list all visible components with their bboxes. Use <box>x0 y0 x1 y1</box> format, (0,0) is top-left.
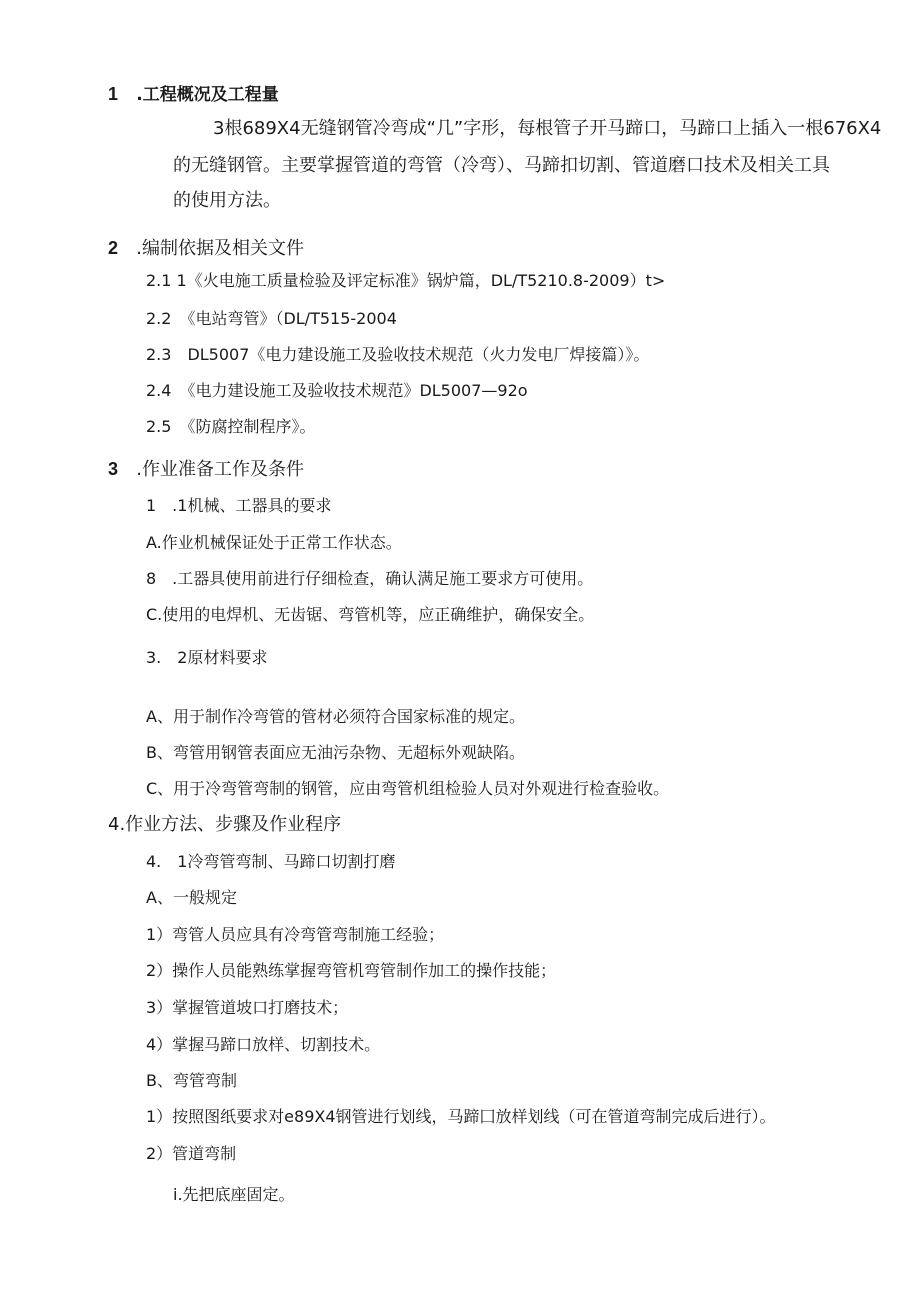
section-3-heading <box>108 458 304 481</box>
section-2-item-4: 2.4 《电力建设施工及验收技术规范》DL5007—92o <box>146 381 528 400</box>
section-4-b-title: B、弯管弯制 <box>146 1071 237 1090</box>
section-4-a-item-1: 1）弯管人员应具有冷弯管弯制施工经验； <box>146 925 445 944</box>
section-2-heading <box>108 237 304 260</box>
section-1-title: .工程概况及工程量 <box>136 85 279 105</box>
section-1-line-2: 的无缝钢管。主要掌握管道的弯管（冷弯）、马蹄扣切割、管道磨口技术及相关工具 <box>173 155 830 176</box>
section-3-number: 3 <box>108 459 119 479</box>
section-3-sub-2: 3. 2原材料要求 <box>146 648 268 667</box>
section-1-number: 1 <box>108 84 119 104</box>
section-3-item-a: A.作业机械保证处于正常工作状态。 <box>146 533 402 552</box>
section-4-a-title: A、一般规定 <box>146 888 237 907</box>
section-2-number: 2 <box>108 238 119 258</box>
section-4-heading <box>108 814 341 836</box>
section-3-item-c: C.使用的电焊机、无齿锯、弯管机等，应正确维护，确保安全。 <box>146 605 595 624</box>
section-4-a-item-2: 2）操作人员能熟练掌握弯管机弯管制作加工的操作技能； <box>146 961 557 980</box>
section-3-material-b: B、弯管用钢管表面应无油污杂物、无超标外观缺陷。 <box>146 743 525 762</box>
section-4-b-item-2: 2）管道弯制 <box>146 1144 237 1163</box>
section-2-item-5: 2.5 《防腐控制程序》。 <box>146 417 316 436</box>
section-3-title: .作业准备工作及条件 <box>136 459 305 480</box>
section-1-line-3: 的使用方法。 <box>173 190 281 211</box>
section-2-item-3: 2.3 DL5007《电力建设施工及验收技术规范（火力发电厂焊接篇）》。 <box>146 345 650 364</box>
section-2-title: .编制依据及相关文件 <box>136 238 305 259</box>
section-4-b-item-1: 1）按照图纸要求对e89X4钢管进行划线，马蹄囗放样划线（可在管道弯制完成后进行）。 <box>146 1107 776 1126</box>
section-4-title: 4.作业方法、步骤及作业程序 <box>108 814 342 835</box>
section-3-material-c: C、用于冷弯管弯制的钢管，应由弯管机组检验人员对外观进行检查验收。 <box>146 779 670 798</box>
section-1-heading <box>108 83 279 106</box>
section-3-item-b: 8 .工器具使用前进行仔细检查，确认满足施工要求方可使用。 <box>146 569 594 588</box>
section-4-sub-1: 4. 1冷弯管弯制、马蹄口切割打磨 <box>146 852 396 871</box>
section-2-item-2: 2.2 《电站弯管》（DL/T515-2004 <box>146 309 397 328</box>
section-4-b-sub-1: i.先把底座固定。 <box>173 1185 295 1204</box>
section-2-item-1: 2.1 1《火电施工质量检验及评定标准》锅炉篇，DL/T5210.8-2009）t> <box>146 271 666 290</box>
section-4-a-item-4: 4）掌握马蹄口放样、切割技术。 <box>146 1035 381 1054</box>
section-3-material-a: A、用于制作冷弯管的管材必须符合国家标准的规定。 <box>146 707 525 726</box>
section-1-line-1: 3根689X4无缝钢管冷弯成“几”字形，每根管子开马蹄口，马蹄口上插入一根676X4 <box>213 118 882 139</box>
section-4-a-item-3: 3）掌握管道坡口打磨技术； <box>146 998 349 1017</box>
section-3-sub-1: 1 .1机械、工器具的要求 <box>146 496 332 515</box>
